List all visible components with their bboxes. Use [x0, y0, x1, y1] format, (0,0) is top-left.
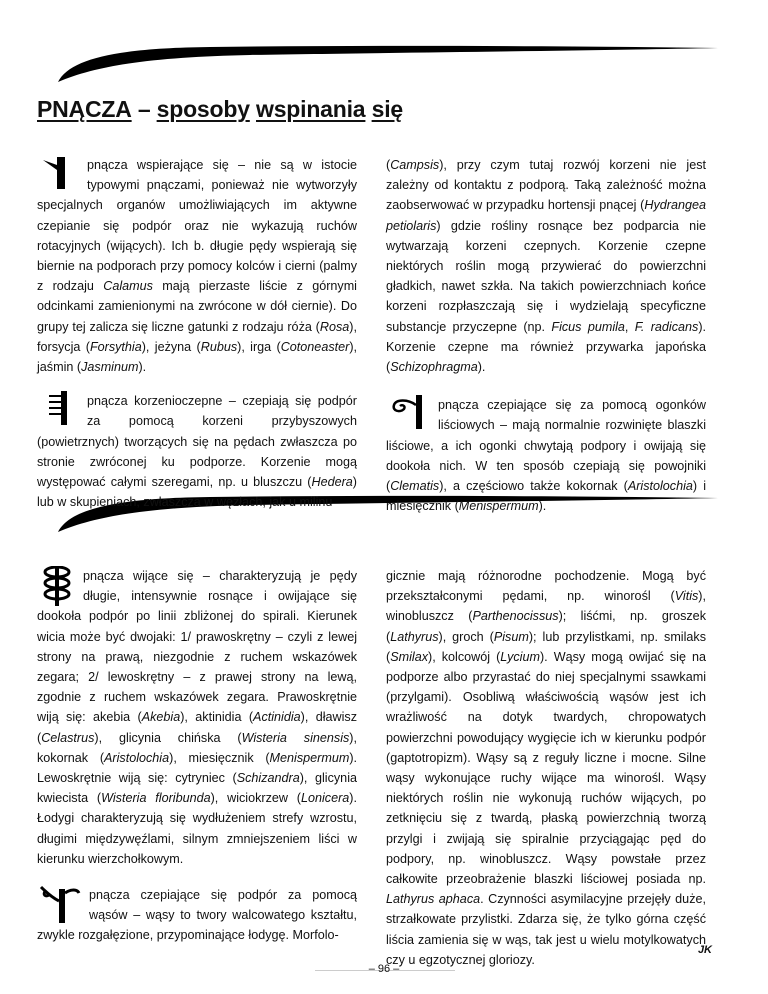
latin-name: Jasminum: [81, 360, 139, 375]
text-run: (: [386, 158, 391, 172]
latin-name: Menispermum: [269, 750, 350, 765]
section-root-climbers-continued: [386, 155, 706, 377]
latin-name: Lathyrus: [390, 629, 439, 644]
latin-name: Forsythia: [89, 339, 142, 354]
text-run: ), dławisz (: [37, 710, 358, 745]
text-run: ). Wąsy mogą owijać się na podporze albo przyrastać do niej specjalnymi ssawkami (przylgami). Osobliwą właściwością wąsów jest ich wrażliwość na dotyk twardych, chropowatych powierzchni powodujący wygięcie ich w kierunku podpór (gaptotropizm). Wąsy są z reguły liczne i mocne. Silne wąsy wykonujące ruchy wijące ma winorośl. Wąsy niektórych roślin nie wykonują ruchów wijących, po zetknięciu się z twardą, płaską powierzchnią tworzą przylgi i zwijają się spiralnie przyciągając pęd do podpory, np. winobluszcz. Wąsy powstałe przez całkowite przeobrażenie blaszki liściowej posiada np.: [386, 649, 707, 887]
latin-name: Aristolochia: [627, 479, 693, 494]
text-run: ) lub w skupieniach, zwłaszcza w węzłach, jak u milinu: [37, 475, 357, 510]
tendril-icon: [37, 885, 83, 923]
petiole-curl-icon: [386, 395, 432, 429]
text-run: ), groch (: [438, 629, 494, 644]
page-title: [37, 96, 403, 123]
latin-name: Actinidia: [253, 710, 301, 725]
text-run: ), winobluszcz (: [386, 589, 706, 624]
latin-name: F. radicans: [634, 319, 699, 334]
text-run: ), jaśmin (: [37, 339, 358, 375]
text-run: pnącza czepiające się podpór za pomocą wąsów – wąsy to twory walcowatego kształtu, zwykle rozgałęzione, przypominające łodygę. Morfolo-: [37, 888, 357, 943]
text-run: ).: [138, 360, 147, 375]
text-run: gicznie mają różnorodne pochodzenie. Mogą być przekształconymi pędami, np. winorośl (: [386, 569, 706, 604]
text-run: pnącza czepiające się za pomocą ogonków liściowych – mają normalnie rozwinięte blaszki liściowe, a ich ogonki chwytają podpory i owijają się dookoła nich. W ten sposób czepiają się powojniki (: [386, 398, 706, 494]
latin-name: Pisum: [493, 629, 529, 644]
title-word-2: wspinania: [256, 96, 366, 122]
latin-name: Smilax: [390, 649, 428, 664]
title-word-1: sposoby: [156, 96, 250, 122]
section-petiole-climbers: [386, 395, 706, 516]
text-run: ), kokornak (: [37, 730, 357, 765]
text-run: ), miesięcznik (: [169, 750, 270, 765]
aerial-roots-icon: [37, 391, 81, 425]
section-tendril-climbers-continued: [386, 566, 706, 970]
text-run: ). Lewoskrętnie wiją się: cytryniec (: [37, 750, 358, 786]
latin-name: Lonicera: [300, 791, 350, 806]
latin-name: Cotoneaster: [280, 339, 350, 354]
latin-name: Vitis: [674, 589, 699, 604]
latin-name: Celastrus: [41, 730, 95, 745]
text-run: ), glicynia chińska (: [94, 730, 242, 745]
text-run: pnącza wspierające się – nie są w istocie typowymi pnączami, ponieważ nie wytworzyły specjalnych organów umożliwiających im aktywne czepianie się podpór oraz nie wykazują ruchów rotacyjnych (wijących). Ich b. długie pędy wspierają się biernie na podporach przy pomocy kolców i cierni (palmy z rodzaju: [37, 158, 357, 294]
text-run: ), jeżyna (: [141, 339, 201, 354]
text-run: mają pierzaste liście z górnymi odcinkami zamienionymi na zwrócone w dół ciernie). Do grupy tej zalicza się liczne gatunki z rodzaju róża (: [37, 279, 357, 334]
latin-name: Schizandra: [236, 771, 300, 786]
text-run: ). Łodygi charakteryzują się wydłużeniem strefy wzrostu, długimi międzywęźlami, silnym zmniejszeniem liści w kierunku wierzchołkowym.: [37, 791, 357, 866]
page-number: – 96 –: [368, 963, 400, 975]
column-left-bottom: [37, 566, 357, 946]
decorative-swoosh-top: [50, 44, 720, 84]
title-dash: –: [131, 96, 157, 122]
text-run: pnącza wijące się – charakteryzują je pędy długie, intensywnie rosnące i owijające się dookoła podpór po linii zbliżonej do spirali. Kierunek wicia może być dwojaki: 1/ prawoskrętny – czyli z lewej strony na prawą, niezgodnie z ruchem wskazówek zegara; 2/ lewoskrętny – z prawej strony na lewą, zgodnie z ruchem wskazówek zegara. Prawoskrętnie wiją się: akebia (: [37, 569, 357, 725]
latin-name: Menispermum: [458, 499, 539, 514]
text-run: ).: [538, 499, 547, 514]
text-run: ) i miesięcznik (: [386, 479, 706, 514]
section-leaning-climbers: [37, 155, 357, 377]
latin-name: Parthenocissus: [472, 609, 559, 624]
text-run: ); liśćmi, np. groszek (: [386, 609, 706, 644]
text-run: pnącza korzenioczepne – czepiają się podpór za pomocą korzeni przybyszowych (powietrznych) tworzących się na pędach zwłaszcza po stronie zwróconej ku podporze. Korzenie mogą występować całymi szeregami, np. u bluszczu (: [37, 394, 357, 490]
section-tendril-climbers: [37, 885, 357, 946]
latin-name: Ficus pumila: [551, 319, 625, 334]
latin-name: Schizophragma: [390, 360, 478, 375]
section-root-climbers: [37, 391, 357, 512]
latin-name: Rosa: [319, 319, 350, 334]
latin-name: Aristolochia: [104, 750, 170, 765]
text-run: ); lub przylistkami, np. smilaks (: [386, 629, 706, 664]
latin-name: Campsis: [390, 158, 440, 172]
text-run: ), irga (: [237, 339, 281, 354]
text-run: ) gdzie rośliny rosnące bez podparcia nie wytwarzają korzeni czepnych. Korzenie czepne niektórych roślin mogą przywierać do powierzchni gładkich, nawet szkła. Na takich powierzchniach końce korzeni rozpłaszczają się i wydzielają specyficzne substancje przyczepne (np.: [386, 218, 706, 334]
latin-name: Calamus: [103, 279, 153, 294]
text-run: ), forsycja (: [37, 319, 357, 354]
latin-name: Hydrangea petiolaris: [386, 198, 706, 233]
latin-name: Rubus: [200, 339, 238, 354]
latin-name: Akebia: [141, 710, 181, 725]
author-signature: JK: [697, 944, 712, 956]
text-run: ), przy czym tutaj rozwój korzeni nie jest zależny od kontaktu z podporą. Taką zależność można zaobserwować w przypadku hortensji pnącej (: [386, 158, 706, 213]
latin-name: Wisteria sinensis: [241, 730, 350, 745]
latin-name: Lycium: [500, 649, 540, 664]
text-run: ). Korzenie czepne ma również przywarka japońska (: [386, 319, 707, 375]
latin-name: Lathyrus aphaca: [386, 892, 481, 907]
column-right-top: [386, 155, 706, 516]
title-main: PNĄCZA: [37, 96, 132, 122]
thorn-stem-icon: [37, 155, 81, 189]
latin-name: Clematis: [390, 479, 440, 494]
text-run: ), wiciokrzew (: [210, 791, 301, 806]
text-run: ), aktinidia (: [180, 710, 254, 725]
latin-name: Hedera: [311, 475, 353, 490]
latin-name: Wisteria floribunda: [101, 791, 211, 806]
column-left-top: [37, 155, 357, 512]
text-run: ), a częściowo także kokornak (: [439, 479, 628, 494]
column-right-bottom: [386, 566, 706, 970]
text-run: ).: [477, 360, 486, 375]
section-twining-climbers: [37, 566, 357, 869]
text-run: ,: [624, 319, 635, 334]
text-run: . Czynności asymilacyjne przejęły duże, strzałkowate przylistki. Zdarza się, że tylko górna część liścia zamienia się w wąs, tak jest u wielu motylkowatych czy u egzotycznej gloriozy.: [386, 892, 706, 967]
spiral-coil-icon: [37, 566, 77, 606]
text-run: ), glicynia kwiecista (: [37, 771, 357, 806]
title-word-3: się: [371, 96, 403, 122]
text-run: ), kolcowój (: [428, 649, 501, 664]
